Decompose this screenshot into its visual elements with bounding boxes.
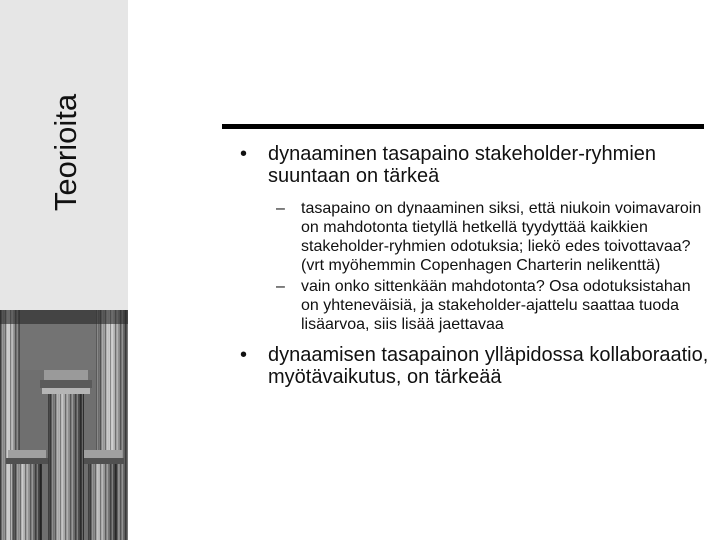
bullet-marker: • bbox=[240, 143, 248, 165]
columns-image bbox=[0, 310, 128, 540]
bullet-marker: • bbox=[240, 344, 248, 366]
slide-title bbox=[50, 65, 82, 240]
bullet-item-4 bbox=[240, 344, 710, 388]
bullet-item-1 bbox=[240, 143, 710, 187]
bullet-text: vain onko sittenkään mahdotonta? Osa odotuksistahan on yhteneväisiä, ja stakeholder-ajattelu saattaa tuoda lisäarvoa, siis lisää jaettavaa bbox=[301, 278, 691, 333]
bullet-text: dynaamisen tasapainon ylläpidossa kollaboraatio, myötävaikutus, on tärkeää bbox=[268, 344, 709, 388]
slide-title-text: Teorioita bbox=[48, 93, 83, 212]
bullet-item-2 bbox=[240, 199, 710, 275]
bullet-marker: – bbox=[276, 278, 285, 295]
bullet-item-3 bbox=[240, 277, 710, 334]
bullet-marker: – bbox=[276, 200, 285, 217]
bullet-text: dynaaminen tasapaino stakeholder-ryhmien suuntaan on tärkeä bbox=[268, 143, 657, 187]
bullet-list bbox=[240, 143, 710, 388]
columns-illustration bbox=[0, 310, 128, 540]
bullet-text: tasapaino on dynaaminen siksi, että niukoin voimavaroin on mahdotonta tietyllä hetkellä tyydyttää kaikkien stakeholder-ryhmien odotuksia; liekö edes toivottavaa? (vrt myöhemmin Copenhagen Charterin nelikenttä) bbox=[301, 200, 702, 274]
title-rule bbox=[222, 124, 704, 129]
